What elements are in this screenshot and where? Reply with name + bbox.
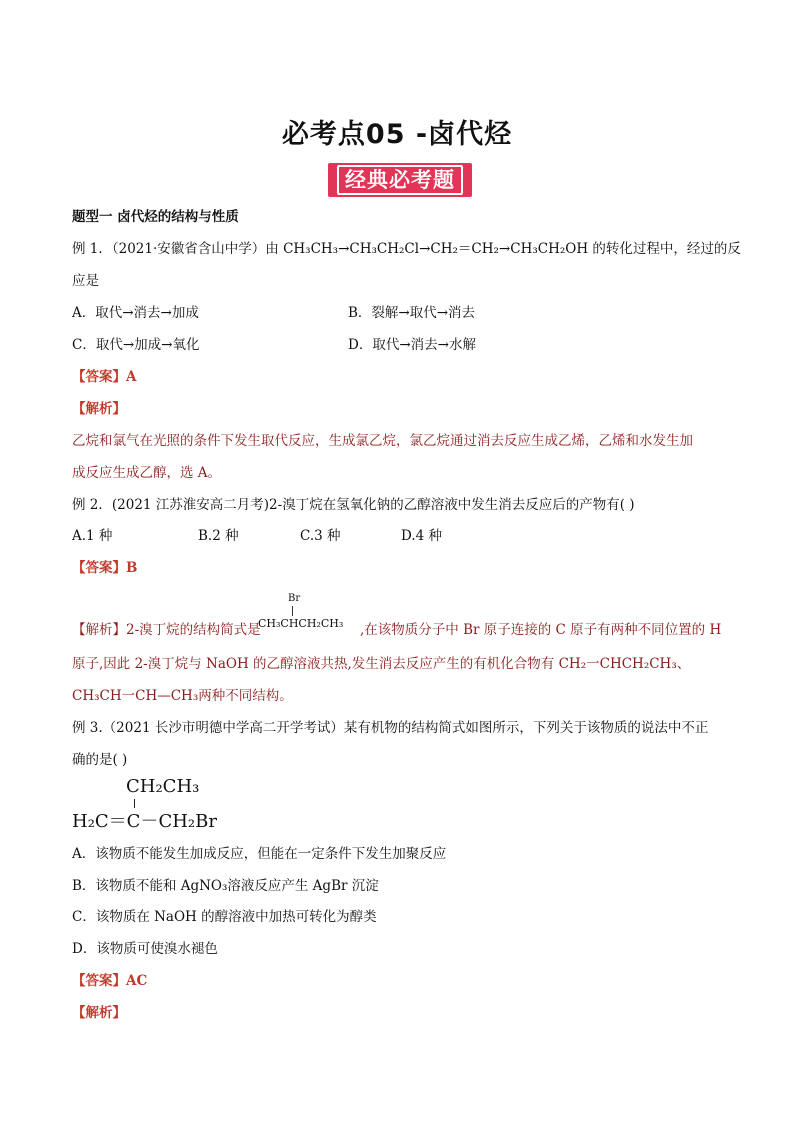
ex2-option-c: C.3 种 xyxy=(300,528,341,544)
ex3-option-c: C．该物质在 NaOH 的醇溶液中加热可转化为醇类 xyxy=(72,909,377,925)
ex1-analysis-label: 【解析】 xyxy=(72,401,126,417)
ex2-answer: 【答案】B xyxy=(72,560,138,576)
ex3-stem-line1: 例 3.（2021 长沙市明德中学高二开学考试）某有机物的结构简式如图所示，下列关于该物质的说法中不正 xyxy=(72,720,709,736)
ex1-answer: 【答案】A xyxy=(72,369,137,385)
ex2-struct-main: CH₃CHCH₂CH₃ xyxy=(258,617,344,630)
ex2-stem: 例 2．(2021 江苏淮安高二月考)2-溴丁烷在氢氧化钠的乙醇溶液中发生消去反应后的产物有( ) xyxy=(72,497,635,513)
ex3-stem-line2: 确的是( ) xyxy=(72,752,128,768)
ex1-explanation-line1: 乙烷和氯气在光照的条件下发生取代反应，生成氯乙烷，氯乙烷通过消去反应生成乙烯，乙烯和水发生加 xyxy=(72,433,693,449)
ex2-option-a: A.1 种 xyxy=(72,528,113,544)
ex2-option-b: B.2 种 xyxy=(198,528,239,544)
ex1-stem-line1: 例 1．（2021·安徽省含山中学）由 CH₃CH₃→CH₃CH₂Cl→CH₂＝CH₂→CH₃CH₂OH 的转化过程中，经过的反 xyxy=(72,241,741,257)
ex2-explanation-line2: 原子,因此 2-溴丁烷与 NaOH 的乙醇溶液共热,发生消去反应产生的有机化合物有 CH₂一CHCH₂CH₃、 xyxy=(72,656,691,672)
ex1-option-b: B．裂解→取代→消去 xyxy=(348,305,476,321)
ex2-struct-br: Br xyxy=(288,593,301,604)
ex2-explanation-post: ,在该物质分子中 Br 原子连接的 C 原子有两种不同位置的 H xyxy=(360,622,722,638)
ex1-option-c: C．取代→加成→氧化 xyxy=(72,337,200,353)
page-title: 必考点05 -卤代烃 xyxy=(281,119,513,150)
badge-label: 经典必考题 xyxy=(337,165,463,195)
classic-badge xyxy=(328,163,472,197)
ex3-answer: 【答案】AC xyxy=(72,973,148,989)
ex3-option-d: D．该物质可使溴水褪色 xyxy=(72,941,218,957)
ex2-structure-formula xyxy=(258,593,358,635)
ex1-option-a: A．取代→消去→加成 xyxy=(72,305,199,321)
ex3-option-b: B．该物质不能和 AgNO₃溶液反应产生 AgBr 沉淀 xyxy=(72,878,379,894)
ex1-stem-line2: 应是 xyxy=(72,273,99,289)
ex3-option-a: A．该物质不能发生加成反应，但能在一定条件下发生加聚反应 xyxy=(72,846,447,862)
ex1-option-d: D．取代→消去→水解 xyxy=(348,337,476,353)
ex3-struct-main: H₂C＝C－CH₂Br xyxy=(72,811,217,832)
ex3-analysis-label: 【解析】 xyxy=(72,1005,126,1021)
ex1-explanation-line2: 成反应生成乙醇，选 A。 xyxy=(72,465,222,481)
document-page xyxy=(72,0,741,1123)
ex2-option-d: D.4 种 xyxy=(401,528,443,544)
ex3-structure-formula xyxy=(72,776,242,832)
ex2-explanation-line3: CH₃CH一CH—CH₃两种不同结构。 xyxy=(72,688,293,704)
ex2-struct-bond xyxy=(292,606,293,616)
ex3-struct-ethyl: CH₂CH₃ xyxy=(126,776,200,797)
section-heading: 题型一 卤代烃的结构与性质 xyxy=(72,209,239,225)
ex2-explanation-pre: 【解析】2-溴丁烷的结构简式是 xyxy=(72,622,261,638)
